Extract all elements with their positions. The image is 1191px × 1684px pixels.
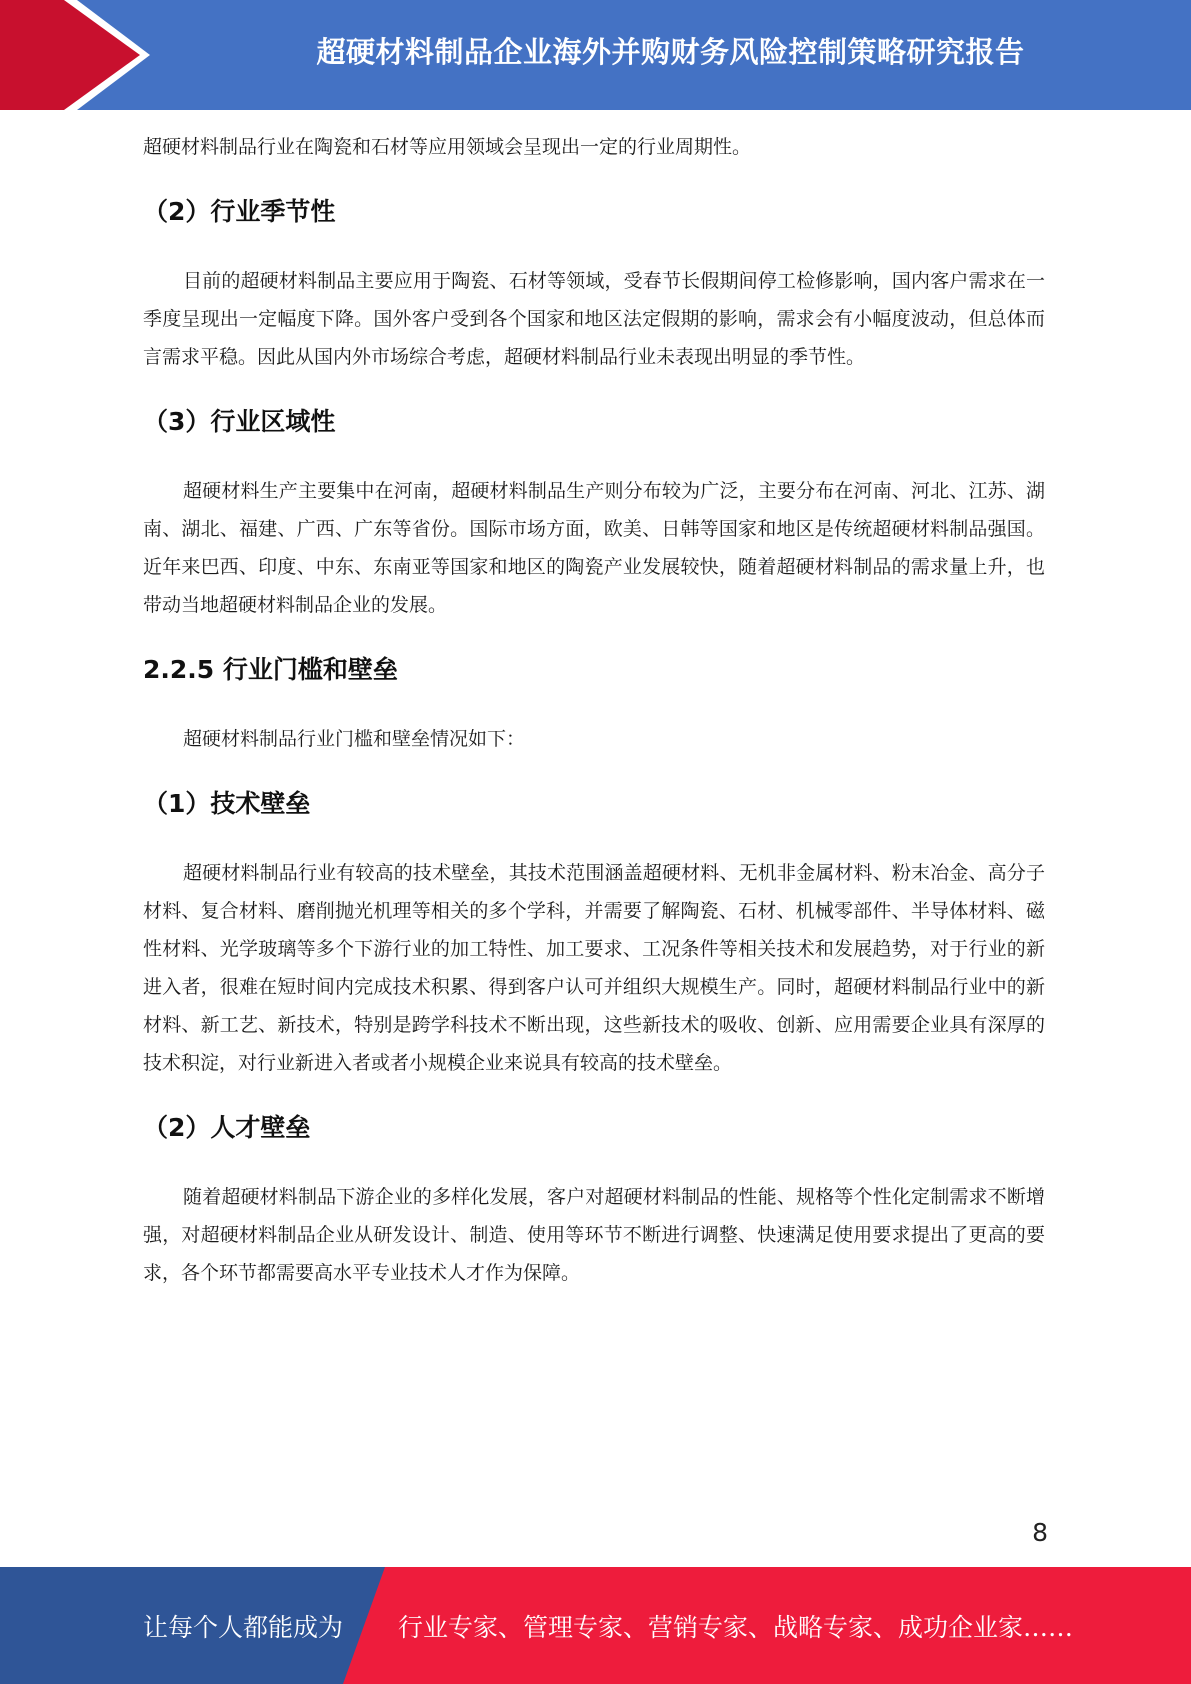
heading-seasonality: （2）行业季节性 [143,197,336,226]
paragraph-cyclicality-end: 超硬材料制品行业在陶瓷和石材等应用领域会呈现出一定的行业周期性。 [143,136,752,158]
paragraph-seasonality: 目前的超硬材料制品主要应用于陶瓷、石材等领域，受春节长假期间停工检修影响，国内客户需求在一季度呈现出一定幅度下降。国外客户受到各个国家和地区法定假期的影响，需求会有小幅度波动，但总体而言需求平稳。因此从国内外市场综合考虑，超硬材料制品行业未表现出明显的季节性。 [143,270,1045,368]
footer-banner [0,1567,1191,1684]
footer-slogan-left: 让每个人都能成为 [143,1612,344,1642]
heading-talent-barrier: （2）人才壁垒 [143,1113,311,1142]
report-title: 超硬材料制品企业海外并购财务风险控制策略研究报告 [316,34,1025,69]
page-content [143,128,1045,1292]
footer-slogan-right: 行业专家、管理专家、营销专家、战略专家、成功企业家…… [398,1612,1074,1642]
page-number: 8 [1032,1518,1048,1547]
paragraph-barriers-intro: 超硬材料制品行业门槛和壁垒情况如下： [183,728,526,750]
heading-regional: （3）行业区域性 [143,407,336,436]
paragraph-tech-barrier: 超硬材料制品行业有较高的技术壁垒，其技术范围涵盖超硬材料、无机非金属材料、粉末冶金、高分子材料、复合材料、磨削抛光机理等相关的多个学科，并需要了解陶瓷、石材、机械零部件、半导体材料、磁性材料、光学玻璃等多个下游行业的加工特性、加工要求、工况条件等相关技术和发展趋势，对于行业的新进入者，很难在短时间内完成技术积累、得到客户认可并组织大规模生产。同时，超硬材料制品行业中的新材料、新工艺、新技术，特别是跨学科技术不断出现，这些新技术的吸收、创新、应用需要企业具有深厚的技术积淀，对行业新进入者或者小规模企业来说具有较高的技术壁垒。 [143,862,1045,1074]
paragraph-talent-barrier: 随着超硬材料制品下游企业的多样化发展，客户对超硬材料制品的性能、规格等个性化定制需求不断增强，对超硬材料制品企业从研发设计、制造、使用等环节不断进行调整、快速满足使用要求提出了更高的要求，各个环节都需要高水平专业技术人才作为保障。 [143,1186,1045,1284]
header-chevron-red [0,0,140,110]
paragraph-regional: 超硬材料生产主要集中在河南，超硬材料制品生产则分布较为广泛，主要分布在河南、河北、江苏、湖南、湖北、福建、广西、广东等省份。国际市场方面，欧美、日韩等国家和地区是传统超硬材料制品强国。近年来巴西、印度、中东、东南亚等国家和地区的陶瓷产业发展较快，随着超硬材料制品的需求量上升，也带动当地超硬材料制品企业的发展。 [143,480,1045,616]
header-banner [0,0,1191,110]
heading-section-2-2-5: 2.2.5 行业门槛和壁垒 [143,655,398,684]
heading-tech-barrier: （1）技术壁垒 [143,789,311,818]
